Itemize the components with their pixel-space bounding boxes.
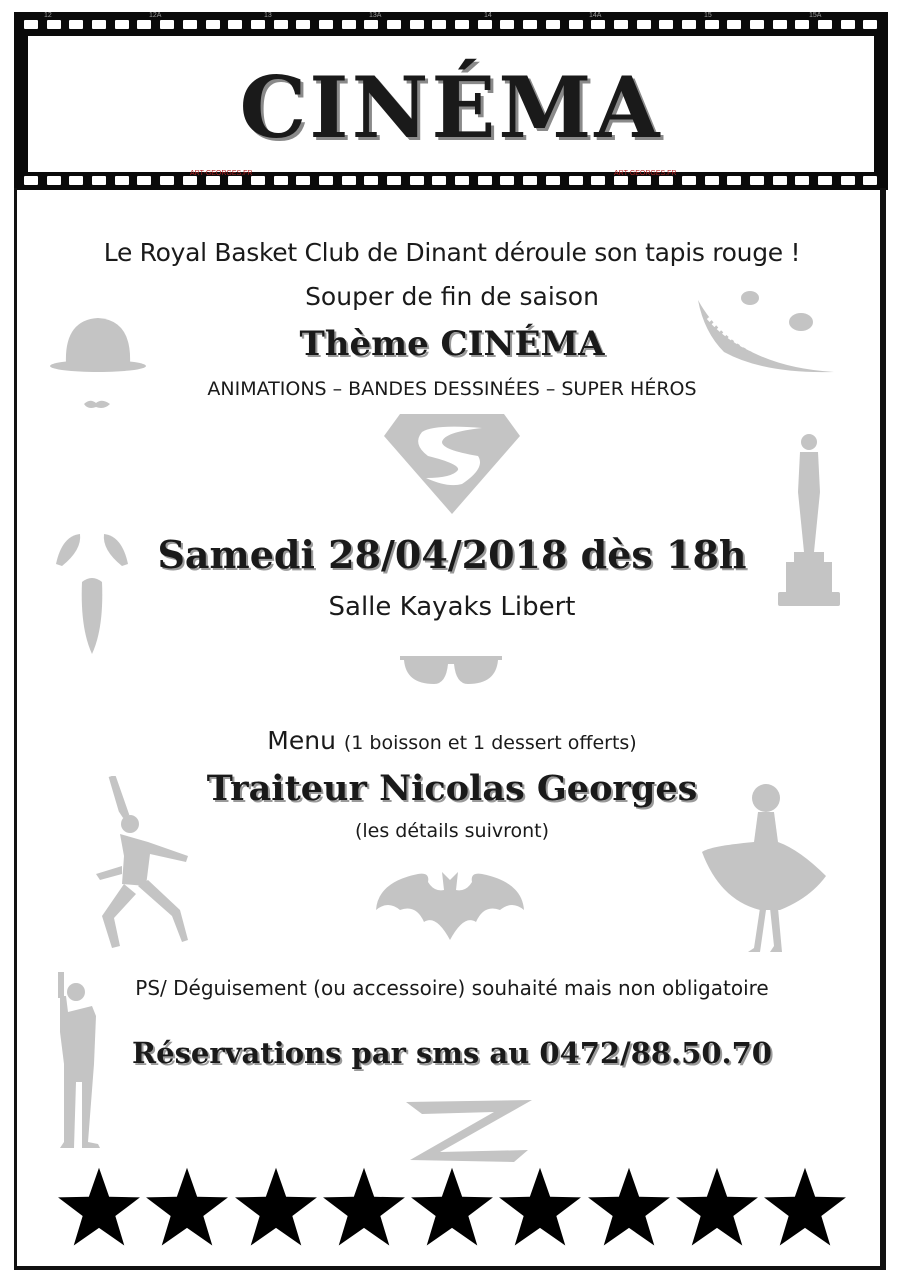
film-perforation xyxy=(387,176,401,185)
film-perforation xyxy=(410,20,424,29)
star-icon xyxy=(586,1166,672,1252)
frame-number: 12A xyxy=(149,12,162,19)
film-perforation xyxy=(387,20,401,29)
film-perforation xyxy=(546,20,560,29)
film-perforation xyxy=(659,176,673,185)
film-perforation xyxy=(863,20,877,29)
film-perforation xyxy=(795,20,809,29)
film-perforation xyxy=(319,176,333,185)
film-perforation xyxy=(432,20,446,29)
film-perforation xyxy=(841,20,855,29)
film-perforations-top xyxy=(14,18,888,32)
star-icon xyxy=(409,1166,495,1252)
superman-shield-icon xyxy=(382,412,522,516)
film-perforation xyxy=(637,176,651,185)
frame-number: 14 xyxy=(484,12,492,19)
event-venue: Salle Kayaks Libert xyxy=(328,592,576,622)
film-perforation xyxy=(546,176,560,185)
film-perforation xyxy=(364,20,378,29)
menu-note: (1 boisson et 1 dessert offerts) xyxy=(343,732,637,754)
film-perforation xyxy=(342,20,356,29)
film-perforation xyxy=(795,176,809,185)
menu-line xyxy=(0,726,904,755)
film-perforation xyxy=(478,20,492,29)
film-perforation xyxy=(500,20,514,29)
film-perforation xyxy=(115,20,129,29)
film-perforation xyxy=(228,176,242,185)
intro-line-1: Le Royal Basket Club de Dinant déroule son tapis rouge ! xyxy=(103,238,801,267)
film-perforation xyxy=(614,176,628,185)
film-perforation xyxy=(24,20,38,29)
film-perforation xyxy=(432,176,446,185)
film-perforation xyxy=(705,20,719,29)
film-perforation xyxy=(160,176,174,185)
caterer: Traiteur Nicolas Georges xyxy=(206,768,698,809)
film-perforation xyxy=(69,176,83,185)
star-icon xyxy=(233,1166,319,1252)
film-perforation xyxy=(251,176,265,185)
film-perforations-bottom xyxy=(14,174,888,188)
batman-logo-icon xyxy=(374,870,526,942)
film-perforation xyxy=(47,176,61,185)
film-perforation xyxy=(206,20,220,29)
film-perforation xyxy=(523,176,537,185)
film-perforation xyxy=(591,20,605,29)
film-perforation xyxy=(364,176,378,185)
film-perforation xyxy=(115,176,129,185)
film-perforation xyxy=(69,20,83,29)
star-icon xyxy=(497,1166,583,1252)
theme-heading: Thème CINÉMA xyxy=(299,324,605,364)
star-icon xyxy=(144,1166,230,1252)
film-perforation xyxy=(705,176,719,185)
intro-line-2: Souper de fin de saison xyxy=(305,282,599,311)
film-perforation xyxy=(682,176,696,185)
frame-number: 13A xyxy=(369,12,382,19)
star-icon xyxy=(56,1166,142,1252)
film-perforation xyxy=(818,20,832,29)
film-perforation xyxy=(569,176,583,185)
film-perforation xyxy=(569,20,583,29)
film-perforation xyxy=(137,20,151,29)
film-perforation xyxy=(750,176,764,185)
title-frame xyxy=(28,36,874,172)
film-perforation xyxy=(296,20,310,29)
menu-details: (les détails suivront) xyxy=(354,820,550,842)
film-perforation xyxy=(591,176,605,185)
star-icon xyxy=(762,1166,848,1252)
film-perforation xyxy=(455,20,469,29)
film-strip-header xyxy=(14,12,888,190)
film-perforation xyxy=(523,20,537,29)
film-perforation xyxy=(727,20,741,29)
ps-note: PS/ Déguisement (ou accessoire) souhaité mais non obligatoire xyxy=(135,976,769,1000)
film-perforation xyxy=(274,20,288,29)
film-perforation xyxy=(863,176,877,185)
film-perforation xyxy=(818,176,832,185)
reservation: Réservations par sms au 0472/88.50.70 xyxy=(132,1036,772,1070)
film-perforation xyxy=(727,176,741,185)
film-perforation xyxy=(500,176,514,185)
frame-number: 15 xyxy=(704,12,712,19)
film-perforation xyxy=(342,176,356,185)
frame-number: 13 xyxy=(264,12,272,19)
frame-number: 14A xyxy=(589,12,602,19)
star-icon xyxy=(674,1166,760,1252)
film-perforation xyxy=(682,20,696,29)
event-date: Samedi 28/04/2018 dès 18h xyxy=(157,532,747,577)
film-perforation xyxy=(92,176,106,185)
film-perforation xyxy=(841,176,855,185)
frame-number: 12 xyxy=(44,12,52,19)
film-perforation xyxy=(24,176,38,185)
film-perforation xyxy=(228,20,242,29)
film-perforation xyxy=(659,20,673,29)
film-perforation xyxy=(637,20,651,29)
film-perforation xyxy=(206,176,220,185)
film-perforation xyxy=(750,20,764,29)
page-title: CINÉMA xyxy=(239,58,663,157)
zorro-z-icon xyxy=(404,1098,534,1164)
sunglasses-icon xyxy=(398,652,504,688)
film-perforation xyxy=(92,20,106,29)
film-perforation xyxy=(274,176,288,185)
film-perforation xyxy=(773,176,787,185)
frame-number: 15A xyxy=(809,12,822,19)
oscar-statuette-icon xyxy=(774,432,844,608)
film-perforation xyxy=(773,20,787,29)
film-perforation xyxy=(251,20,265,29)
film-perforation xyxy=(410,176,424,185)
film-perforation xyxy=(455,176,469,185)
film-perforation xyxy=(183,176,197,185)
watermark-left: ART-GEORGES.FR xyxy=(190,170,253,177)
menu-label: Menu xyxy=(267,726,336,755)
watermark-right: ART-GEORGES.FR xyxy=(614,170,677,177)
film-perforation xyxy=(47,20,61,29)
star-icon xyxy=(321,1166,407,1252)
film-perforation xyxy=(137,176,151,185)
film-perforation xyxy=(296,176,310,185)
film-perforation xyxy=(160,20,174,29)
subthemes: ANIMATIONS – BANDES DESSINÉES – SUPER HÉROS xyxy=(207,378,697,400)
film-perforation xyxy=(319,20,333,29)
star-row xyxy=(56,1166,848,1252)
film-perforation xyxy=(183,20,197,29)
film-perforation xyxy=(614,20,628,29)
film-perforation xyxy=(478,176,492,185)
